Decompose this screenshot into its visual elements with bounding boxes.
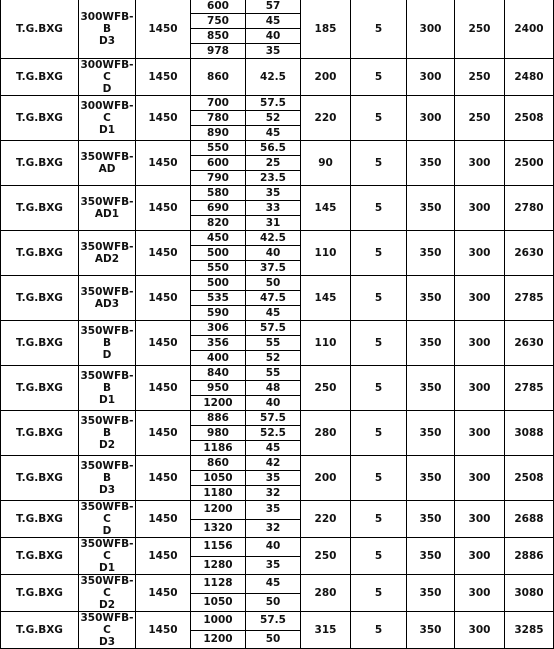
head-cell: 32 (246, 486, 301, 501)
inlet-cell: 350 (407, 411, 455, 456)
model-line: D (102, 349, 112, 361)
model-line: 350WFB-B (80, 460, 134, 484)
make-cell: T.G.BXG (1, 0, 79, 59)
flow-cell: 1156 (191, 538, 246, 557)
model-cell (79, 321, 136, 366)
flow-cell: 886 (191, 411, 246, 426)
head-cell: 40 (246, 396, 301, 411)
table-row (1, 59, 554, 96)
outlet-cell: 300 (455, 186, 505, 231)
npsh-cell: 5 (351, 231, 407, 276)
weight-cell: 3080 (505, 575, 554, 612)
model-line: 350WFB-C (80, 538, 134, 562)
model-cell (79, 141, 136, 186)
flow-cell: 356 (191, 336, 246, 351)
speed-cell: 1450 (136, 538, 191, 575)
model-line: 300WFB-C (80, 59, 134, 83)
flow-cell: 890 (191, 126, 246, 141)
head-cell: 35 (246, 556, 301, 575)
make-cell: T.G.BXG (1, 59, 79, 96)
speed-cell: 1450 (136, 59, 191, 96)
inlet-cell: 350 (407, 186, 455, 231)
speed-cell: 1450 (136, 186, 191, 231)
npsh-cell: 5 (351, 575, 407, 612)
table-row (1, 321, 554, 336)
power-cell: 90 (301, 141, 351, 186)
model-cell (79, 366, 136, 411)
head-cell: 50 (246, 593, 301, 612)
table-row (1, 96, 554, 111)
power-cell: 250 (301, 538, 351, 575)
make-cell: T.G.BXG (1, 366, 79, 411)
model-line: AD (98, 163, 116, 175)
head-cell: 42 (246, 456, 301, 471)
npsh-cell: 5 (351, 186, 407, 231)
make-cell: T.G.BXG (1, 538, 79, 575)
flow-cell: 1128 (191, 575, 246, 594)
outlet-cell: 300 (455, 366, 505, 411)
head-cell: 23.5 (246, 171, 301, 186)
flow-cell: 850 (191, 29, 246, 44)
table-row (1, 231, 554, 246)
make-cell: T.G.BXG (1, 186, 79, 231)
npsh-cell: 5 (351, 59, 407, 96)
power-cell: 250 (301, 366, 351, 411)
flow-cell: 600 (191, 0, 246, 14)
weight-cell: 2508 (505, 96, 554, 141)
flow-cell: 690 (191, 201, 246, 216)
model-cell (79, 59, 136, 96)
make-cell: T.G.BXG (1, 231, 79, 276)
model-line: D3 (98, 636, 116, 648)
weight-cell: 2886 (505, 538, 554, 575)
weight-cell: 2500 (505, 141, 554, 186)
model-line: D3 (98, 34, 116, 47)
power-cell: 185 (301, 0, 351, 59)
model-line: 350WFB-B (80, 325, 134, 349)
speed-cell: 1450 (136, 231, 191, 276)
weight-cell: 2400 (505, 0, 554, 59)
power-cell: 220 (301, 501, 351, 538)
head-cell: 45 (246, 575, 301, 594)
make-cell: T.G.BXG (1, 96, 79, 141)
npsh-cell: 5 (351, 538, 407, 575)
flow-cell: 840 (191, 366, 246, 381)
weight-cell: 2630 (505, 231, 554, 276)
weight-cell: 2785 (505, 366, 554, 411)
outlet-cell: 300 (455, 321, 505, 366)
inlet-cell: 300 (407, 0, 455, 59)
model-line: D1 (98, 394, 116, 406)
model-line: 350WFB-C (80, 612, 134, 636)
speed-cell: 1450 (136, 501, 191, 538)
head-cell: 32 (246, 519, 301, 538)
flow-cell: 1320 (191, 519, 246, 538)
power-cell: 315 (301, 612, 351, 649)
model-line: 350WFB-B (80, 370, 134, 394)
head-cell: 57.5 (246, 411, 301, 426)
model-line: D1 (98, 562, 116, 574)
model-line: 350WFB- (80, 286, 134, 298)
npsh-cell: 5 (351, 456, 407, 501)
speed-cell: 1450 (136, 575, 191, 612)
outlet-cell: 300 (455, 501, 505, 538)
model-cell (79, 501, 136, 538)
head-cell: 57.5 (246, 321, 301, 336)
weight-cell: 3285 (505, 612, 554, 649)
flow-cell: 450 (191, 231, 246, 246)
flow-cell: 1200 (191, 501, 246, 520)
npsh-cell: 5 (351, 276, 407, 321)
npsh-cell: 5 (351, 96, 407, 141)
power-cell: 280 (301, 575, 351, 612)
make-cell: T.G.BXG (1, 501, 79, 538)
power-cell: 110 (301, 231, 351, 276)
model-line: 300WFB-C (80, 100, 134, 124)
table-row (1, 501, 554, 520)
head-cell: 52.5 (246, 426, 301, 441)
head-cell: 45 (246, 441, 301, 456)
flow-cell: 950 (191, 381, 246, 396)
inlet-cell: 350 (407, 231, 455, 276)
table-row (1, 411, 554, 426)
head-cell: 55 (246, 366, 301, 381)
table-row (1, 366, 554, 381)
head-cell: 42.5 (246, 231, 301, 246)
head-cell: 40 (246, 246, 301, 261)
model-line: 300WFB-B (80, 10, 134, 35)
head-cell: 40 (246, 538, 301, 557)
flow-cell: 860 (191, 456, 246, 471)
head-cell: 50 (246, 630, 301, 649)
model-line: D2 (98, 599, 116, 611)
head-cell: 50 (246, 276, 301, 291)
model-cell (79, 186, 136, 231)
inlet-cell: 350 (407, 366, 455, 411)
flow-cell: 550 (191, 141, 246, 156)
speed-cell: 1450 (136, 411, 191, 456)
npsh-cell: 5 (351, 366, 407, 411)
model-line: 350WFB- (80, 241, 134, 253)
model-line: 350WFB- (80, 196, 134, 208)
make-cell: T.G.BXG (1, 321, 79, 366)
inlet-cell: 350 (407, 575, 455, 612)
table-row (1, 0, 554, 14)
table-row (1, 575, 554, 594)
head-cell: 55 (246, 336, 301, 351)
head-cell: 45 (246, 306, 301, 321)
inlet-cell: 300 (407, 59, 455, 96)
table-row (1, 456, 554, 471)
head-cell: 52 (246, 111, 301, 126)
head-cell: 35 (246, 44, 301, 59)
flow-cell: 790 (191, 171, 246, 186)
inlet-cell: 350 (407, 321, 455, 366)
power-cell: 280 (301, 411, 351, 456)
weight-cell: 2785 (505, 276, 554, 321)
outlet-cell: 300 (455, 141, 505, 186)
weight-cell: 2508 (505, 456, 554, 501)
flow-cell: 580 (191, 186, 246, 201)
inlet-cell: 350 (407, 456, 455, 501)
flow-cell: 860 (191, 59, 246, 96)
table-row (1, 612, 554, 631)
table-row (1, 141, 554, 156)
flow-cell: 550 (191, 261, 246, 276)
head-cell: 40 (246, 29, 301, 44)
head-cell: 48 (246, 381, 301, 396)
table-body (1, 0, 554, 649)
flow-cell: 780 (191, 111, 246, 126)
outlet-cell: 250 (455, 59, 505, 96)
head-cell: 25 (246, 156, 301, 171)
flow-cell: 1000 (191, 612, 246, 631)
npsh-cell: 5 (351, 612, 407, 649)
outlet-cell: 300 (455, 538, 505, 575)
model-line: 350WFB-B (80, 415, 134, 439)
flow-cell: 820 (191, 216, 246, 231)
flow-cell: 1280 (191, 556, 246, 575)
weight-cell: 2780 (505, 186, 554, 231)
speed-cell: 1450 (136, 612, 191, 649)
model-cell (79, 231, 136, 276)
flow-cell: 600 (191, 156, 246, 171)
power-cell: 145 (301, 186, 351, 231)
weight-cell: 3088 (505, 411, 554, 456)
speed-cell: 1450 (136, 366, 191, 411)
head-cell: 52 (246, 351, 301, 366)
head-cell: 37.5 (246, 261, 301, 276)
model-line: 350WFB-C (80, 501, 134, 525)
flow-cell: 500 (191, 246, 246, 261)
speed-cell: 1450 (136, 141, 191, 186)
make-cell: T.G.BXG (1, 276, 79, 321)
make-cell: T.G.BXG (1, 456, 79, 501)
head-cell: 35 (246, 186, 301, 201)
table-row (1, 276, 554, 291)
flow-cell: 1200 (191, 396, 246, 411)
model-cell (79, 575, 136, 612)
model-line: D2 (98, 439, 116, 451)
model-line: AD1 (94, 208, 120, 220)
outlet-cell: 250 (455, 96, 505, 141)
flow-cell: 1050 (191, 471, 246, 486)
outlet-cell: 300 (455, 276, 505, 321)
inlet-cell: 350 (407, 141, 455, 186)
table-row (1, 538, 554, 557)
model-cell (79, 96, 136, 141)
flow-cell: 1050 (191, 593, 246, 612)
npsh-cell: 5 (351, 501, 407, 538)
flow-cell: 590 (191, 306, 246, 321)
flow-cell: 978 (191, 44, 246, 59)
speed-cell: 1450 (136, 456, 191, 501)
inlet-cell: 300 (407, 96, 455, 141)
flow-cell: 400 (191, 351, 246, 366)
head-cell: 31 (246, 216, 301, 231)
weight-cell: 2630 (505, 321, 554, 366)
flow-cell: 500 (191, 276, 246, 291)
power-cell: 145 (301, 276, 351, 321)
npsh-cell: 5 (351, 321, 407, 366)
model-line: AD2 (94, 253, 120, 265)
model-cell (79, 411, 136, 456)
model-line: D (102, 525, 112, 537)
flow-cell: 1186 (191, 441, 246, 456)
power-cell: 200 (301, 59, 351, 96)
weight-cell: 2480 (505, 59, 554, 96)
power-cell: 200 (301, 456, 351, 501)
model-cell (79, 276, 136, 321)
model-cell (79, 612, 136, 649)
model-cell (79, 0, 136, 59)
make-cell: T.G.BXG (1, 141, 79, 186)
model-line: 350WFB- (80, 151, 134, 163)
inlet-cell: 350 (407, 612, 455, 649)
flow-cell: 306 (191, 321, 246, 336)
table-row (1, 186, 554, 201)
model-cell (79, 538, 136, 575)
flow-cell: 700 (191, 96, 246, 111)
model-line: D3 (98, 484, 116, 496)
model-line: D (102, 83, 112, 95)
power-cell: 220 (301, 96, 351, 141)
head-cell: 42.5 (246, 59, 301, 96)
npsh-cell: 5 (351, 0, 407, 59)
make-cell: T.G.BXG (1, 612, 79, 649)
outlet-cell: 250 (455, 0, 505, 59)
flow-cell: 1180 (191, 486, 246, 501)
flow-cell: 980 (191, 426, 246, 441)
speed-cell: 1450 (136, 0, 191, 59)
head-cell: 33 (246, 201, 301, 216)
flow-cell: 535 (191, 291, 246, 306)
outlet-cell: 300 (455, 456, 505, 501)
npsh-cell: 5 (351, 411, 407, 456)
speed-cell: 1450 (136, 276, 191, 321)
make-cell: T.G.BXG (1, 575, 79, 612)
outlet-cell: 300 (455, 575, 505, 612)
model-line: 350WFB-C (80, 575, 134, 599)
speed-cell: 1450 (136, 96, 191, 141)
outlet-cell: 300 (455, 231, 505, 276)
npsh-cell: 5 (351, 141, 407, 186)
speed-cell: 1450 (136, 321, 191, 366)
outlet-cell: 300 (455, 612, 505, 649)
model-line: D1 (98, 124, 116, 136)
head-cell: 45 (246, 126, 301, 141)
flow-cell: 1200 (191, 630, 246, 649)
head-cell: 57.5 (246, 612, 301, 631)
head-cell: 45 (246, 14, 301, 29)
flow-cell: 750 (191, 14, 246, 29)
inlet-cell: 350 (407, 538, 455, 575)
model-cell (79, 456, 136, 501)
head-cell: 57 (246, 0, 301, 14)
head-cell: 35 (246, 471, 301, 486)
outlet-cell: 300 (455, 411, 505, 456)
head-cell: 56.5 (246, 141, 301, 156)
inlet-cell: 350 (407, 501, 455, 538)
inlet-cell: 350 (407, 276, 455, 321)
model-line: AD3 (94, 298, 120, 310)
weight-cell: 2688 (505, 501, 554, 538)
head-cell: 57.5 (246, 96, 301, 111)
head-cell: 47.5 (246, 291, 301, 306)
head-cell: 35 (246, 501, 301, 520)
make-cell: T.G.BXG (1, 411, 79, 456)
power-cell: 110 (301, 321, 351, 366)
